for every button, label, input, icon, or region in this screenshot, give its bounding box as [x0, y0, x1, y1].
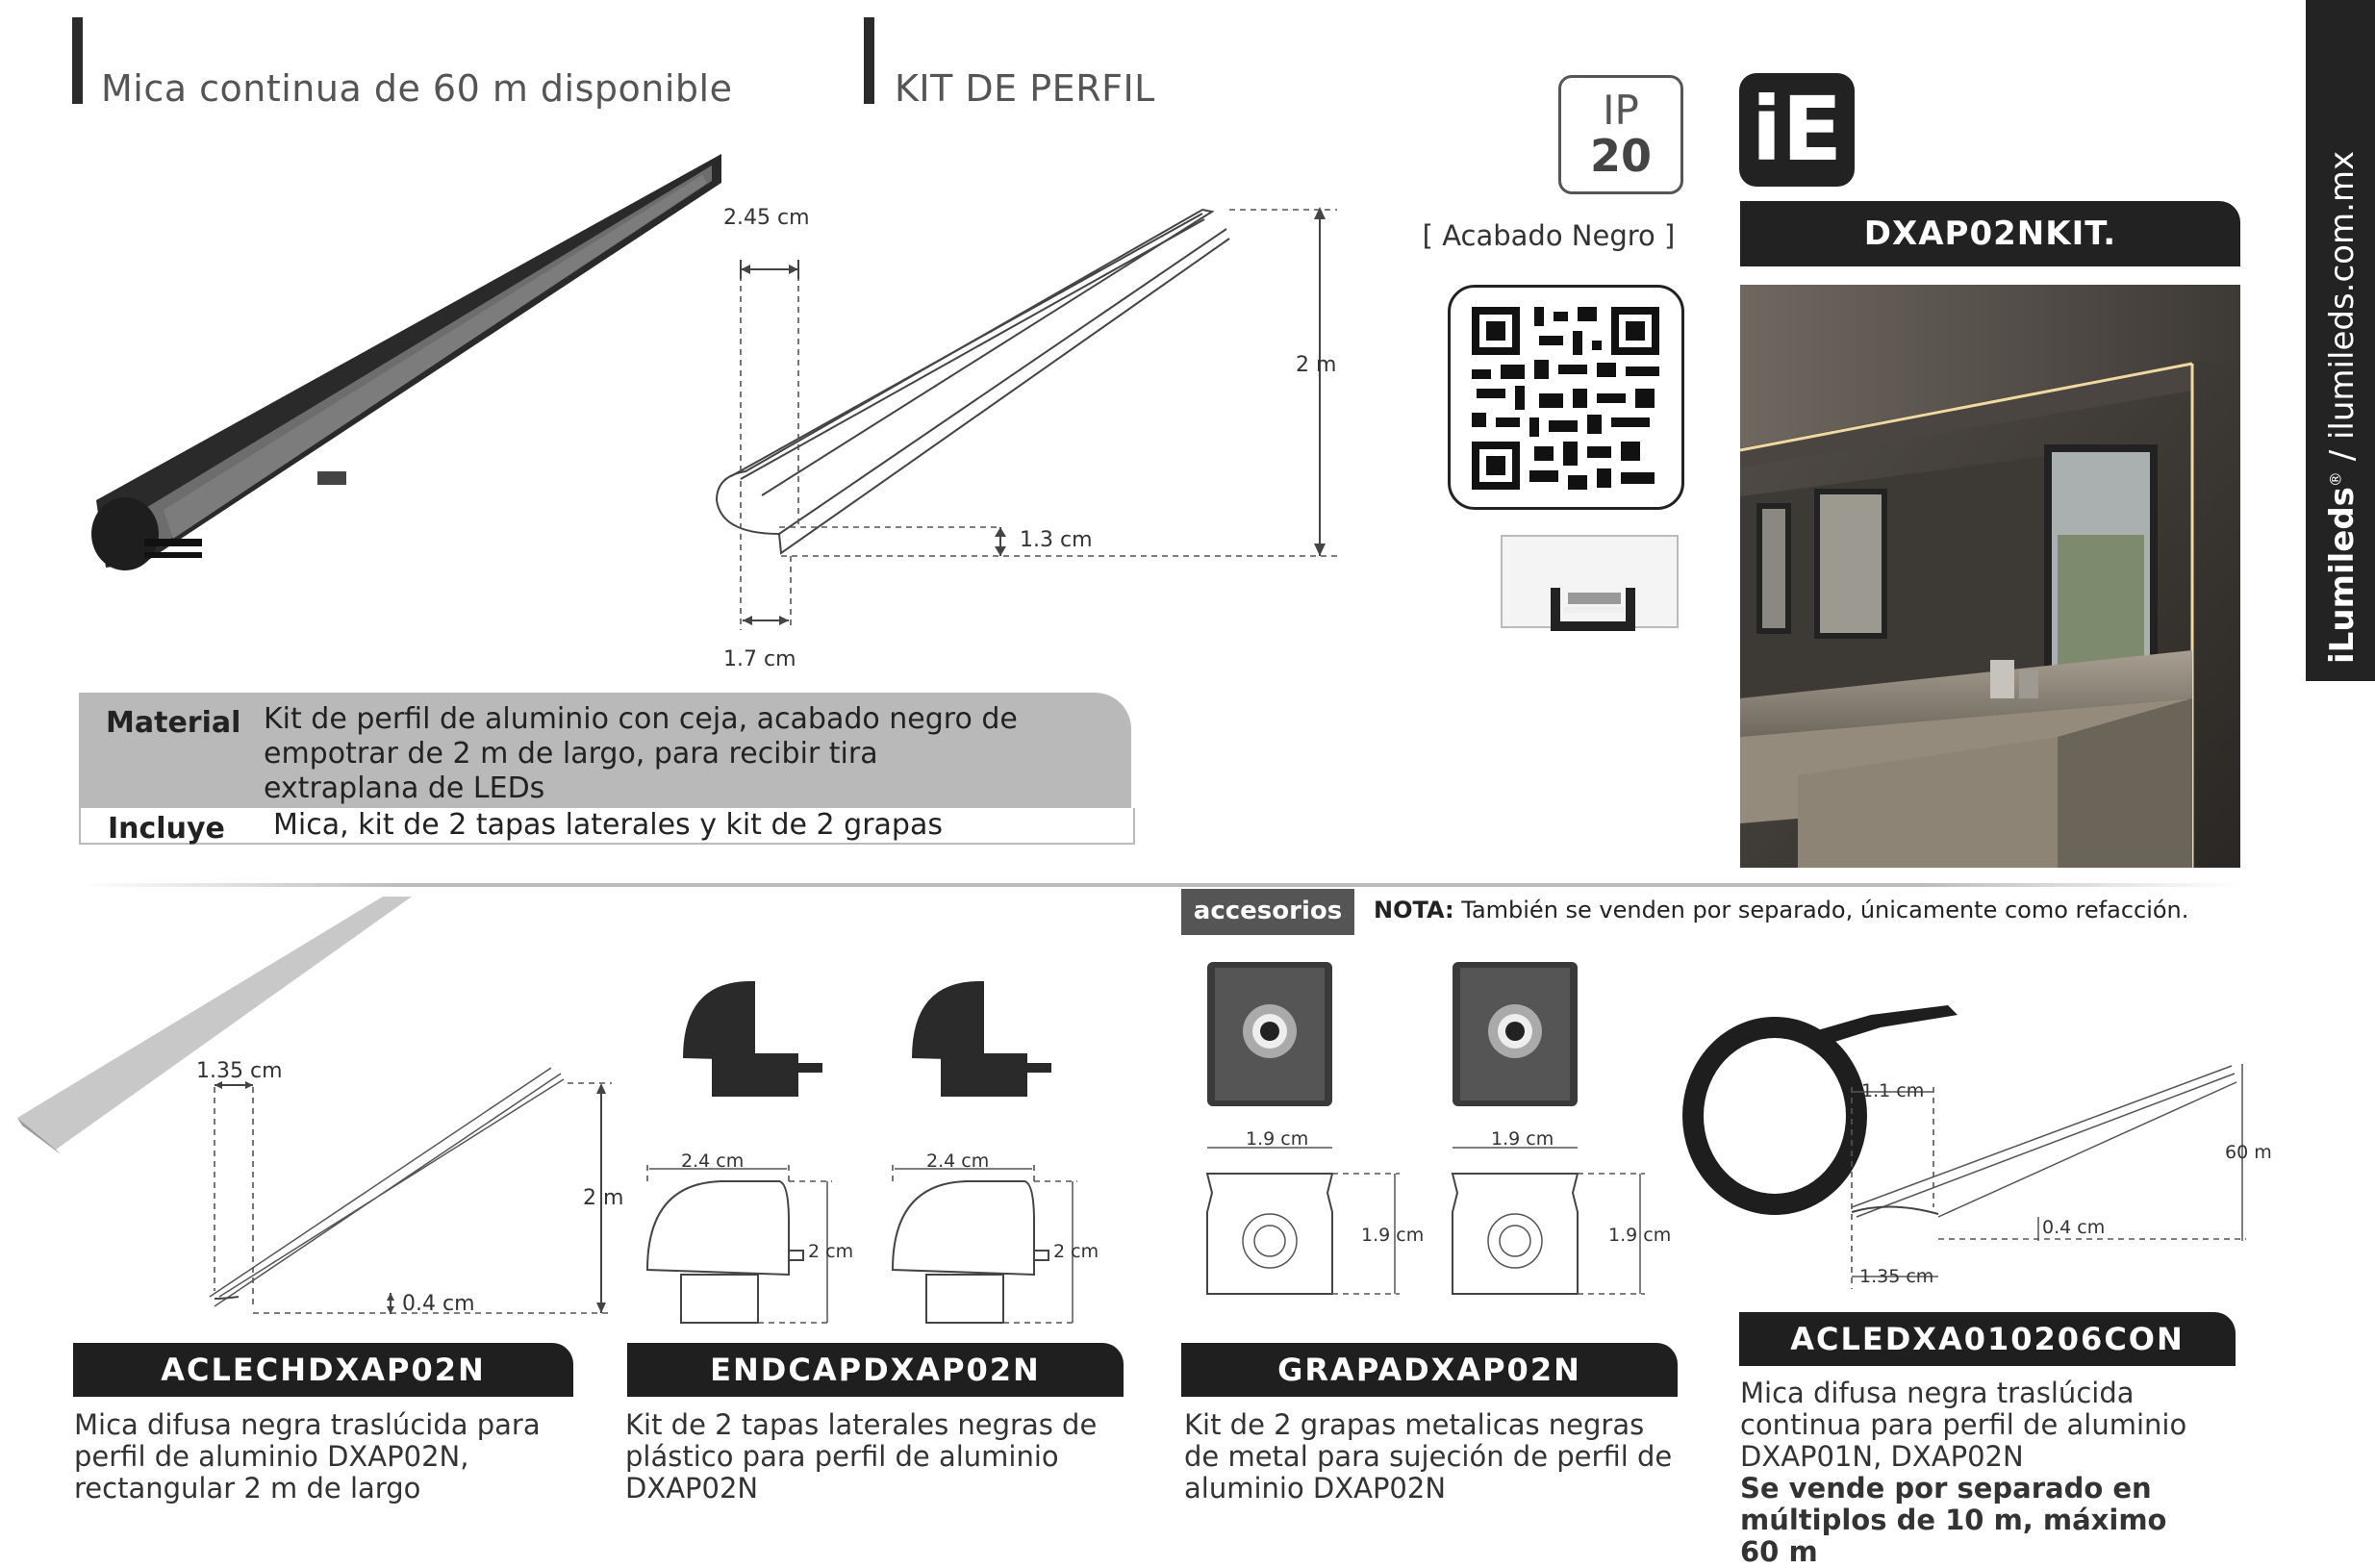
accessories-note: [1374, 897, 2188, 923]
brand-sidebar: [2306, 0, 2375, 681]
mica-height-label: 0.4 cm: [402, 1292, 475, 1316]
includes-label: Incluye: [108, 812, 225, 846]
qr-code-icon: [1462, 297, 1674, 499]
desc-acledxa-note: Se vende por separado en múltiplos de 10 m, máximo 60 m: [1740, 1472, 2167, 1568]
grapa-render-1: [1207, 962, 1332, 1106]
grapa2-width-label: 1.9 cm: [1491, 1128, 1554, 1150]
main-dimension-diagram: [702, 192, 1356, 673]
material-value: Kit de perfil de aluminio con ceja, acabado negro de empotrar de 2 m de largo, para recibir tira extraplana de LEDs: [264, 702, 1018, 805]
length-label: 2 m: [1296, 353, 1337, 377]
sidebar-text: [2323, 151, 2362, 664]
endcap2-height-label: 2 cm: [1053, 1241, 1099, 1262]
endcap-diagram: [644, 972, 1116, 1337]
endcap1-height-label: 2 cm: [808, 1241, 854, 1262]
desc-endcap: Kit de 2 tapas laterales negras de plástico para perfil de aluminio DXAP02N: [625, 1408, 1098, 1505]
width-bottom-label: 1.7 cm: [723, 647, 796, 671]
qr-code[interactable]: [1448, 285, 1684, 510]
cont-mica-height-label: 0.4 cm: [2042, 1217, 2106, 1238]
product-code-endcap: ENDCAPDXAP02N: [627, 1343, 1124, 1397]
desc-acledxa: [1740, 1378, 2211, 1568]
registered-mark: ®: [2326, 471, 2345, 488]
endcap-render-1: [683, 981, 822, 1097]
desc-grapa: Kit de 2 grapas metalicas negras de metal para sujeción de perfil de aluminio DXAP02N: [1184, 1408, 1673, 1505]
title-bar-left: [72, 17, 83, 104]
kit-title: KIT DE PERFIL: [895, 67, 1155, 110]
mica-width-label: 1.35 cm: [196, 1059, 283, 1083]
mica-diagram: [17, 895, 633, 1318]
material-label: Material: [106, 706, 241, 740]
cont-mica-length-label: 60 m: [2225, 1142, 2272, 1163]
grapa2-height-label: 1.9 cm: [1608, 1225, 1672, 1246]
section-divider: [79, 883, 2243, 887]
grapa1-height-label: 1.9 cm: [1361, 1225, 1425, 1246]
mica-length-label: 2 m: [583, 1186, 624, 1210]
grapa-diagram: [1188, 952, 1688, 1328]
product-code-banner: DXAP02NKIT.: [1740, 201, 2240, 266]
desc-aclech: Mica difusa negra traslúcida para perfil de aluminio DXAP02N, rectangular 2 m de largo: [74, 1408, 541, 1505]
product-code-acledxa: ACLEDXA010206CON: [1739, 1312, 2236, 1366]
includes-value: Mica, kit de 2 tapas laterales y kit de 2 grapas: [273, 808, 943, 842]
grapa1-width-label: 1.9 cm: [1246, 1128, 1309, 1150]
sidebar-separator: /: [2323, 440, 2362, 472]
title-bar-right: [864, 17, 874, 104]
finish-label: [ Acabado Negro ]: [1422, 219, 1676, 252]
endcap-render-2: [912, 981, 1051, 1097]
height-label: 1.3 cm: [1020, 528, 1093, 552]
cont-mica-width-label: 1.1 cm: [1861, 1080, 1925, 1101]
sidebar-brand: iLumileds: [2323, 487, 2362, 664]
desc-acledxa-text: Mica difusa negra traslúcida continua para perfil de aluminio DXAP01N, DXAP02N: [1740, 1377, 2187, 1473]
grapa-render-2: [1453, 962, 1578, 1106]
width-top-label: 2.45 cm: [723, 206, 810, 230]
ip-rating: 20: [1589, 130, 1652, 182]
ip-badge: [1558, 75, 1683, 194]
mica-roll-render: [1693, 1005, 1958, 1204]
cont-mica-bottom-label: 1.35 cm: [1859, 1266, 1934, 1287]
endcap2-width-label: 2.4 cm: [926, 1151, 990, 1172]
section-render: [1501, 535, 1679, 641]
continuous-mica-diagram: [1659, 1010, 2272, 1299]
product-code-aclech: ACLECHDXAP02N: [73, 1343, 573, 1397]
application-photo: [1740, 285, 2240, 868]
endcap1-width-label: 2.4 cm: [681, 1151, 745, 1172]
note-text: También se venden por separado, únicamente como refacción.: [1453, 897, 2189, 923]
ip-label: IP: [1603, 87, 1639, 134]
product-code-grapa: GRAPADXAP02N: [1181, 1343, 1678, 1397]
sidebar-url[interactable]: ilumileds.com.mx: [2323, 150, 2362, 441]
accessories-tag: accesorios: [1181, 889, 1354, 935]
note-label: NOTA:: [1374, 897, 1454, 923]
brand-logo: iE: [1739, 73, 1855, 187]
includes-row: [79, 808, 1135, 845]
mica-title: Mica continua de 60 m disponible: [101, 67, 733, 110]
profile-render: [77, 154, 731, 606]
